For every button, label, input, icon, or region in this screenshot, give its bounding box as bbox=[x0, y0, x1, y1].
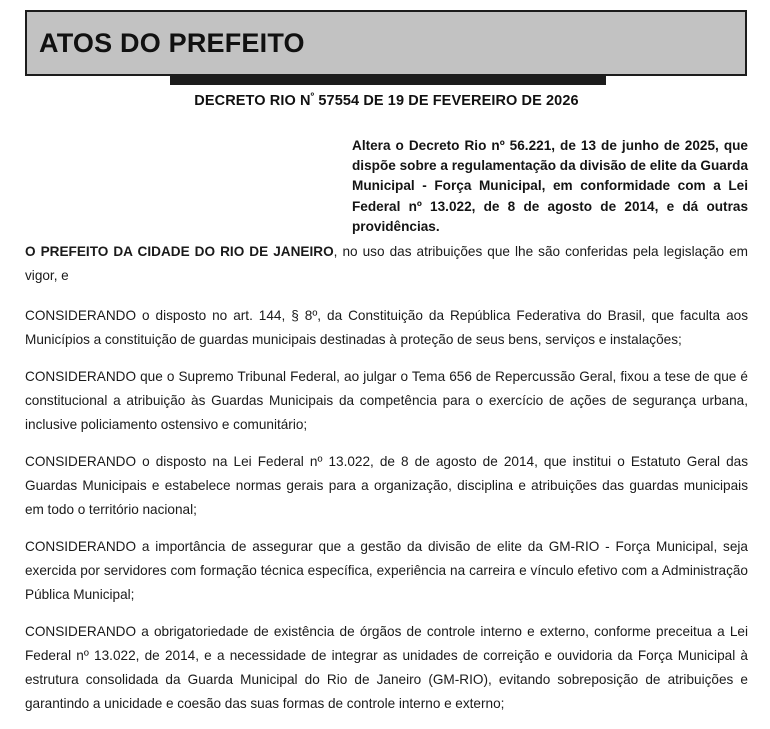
decree-ementa: Altera o Decreto Rio nº 56.221, de 13 de junho de 2025, que dispõe sobre a regulamentação da divisão de elite da Guarda Municipal - Força Municipal, em conformidade com a Lei Federal nº 13.022, de 8 de agosto de 2014, e dá outras providências. bbox=[352, 138, 748, 234]
decree-title-prefix: DECRETO RIO N bbox=[194, 93, 311, 109]
preamble-paragraph bbox=[25, 240, 748, 288]
decree-title-ordinal: º bbox=[310, 91, 315, 103]
section-banner bbox=[25, 10, 747, 76]
preamble-lead: O PREFEITO DA CIDADE DO RIO DE JANEIRO bbox=[25, 244, 334, 259]
considerando-paragraph: CONSIDERANDO o disposto no art. 144, § 8º, da Constituição da República Federativa do Brasil, que faculta aos Municípios a constituição de guardas municipais destinadas à proteção de seus bens, serviços e instalações; bbox=[25, 308, 748, 347]
considerando-paragraph: CONSIDERANDO a importância de assegurar que a gestão da divisão de elite da GM-RIO - Força Municipal, seja exercida por servidores com formação técnica específica, experiência na carreira e vínculo efetivo com a Administração Pública Municipal; bbox=[25, 539, 748, 602]
preamble-rest: , no uso das atribuições que lhe são conferidas pela legislação em vigor, e bbox=[25, 244, 748, 283]
banner-title: ATOS DO PREFEITO bbox=[39, 27, 305, 58]
banner-underline-rule bbox=[170, 76, 606, 85]
considerando-paragraph: CONSIDERANDO a obrigatoriedade de existência de órgãos de controle interno e externo, conforme preceitua a Lei Federal nº 13.022, de 2014, e a necessidade de integrar as unidades de correição e ouvidoria da Força Municipal à estrutura consolidada da Guarda Municipal do Rio de Janeiro (GM-RIO), evitando sobreposição de atribuições e garantindo a unicidade e coesão das suas formas de controle interno e externo; bbox=[25, 624, 748, 711]
decree-title bbox=[25, 93, 748, 109]
considerando-paragraph: CONSIDERANDO o disposto na Lei Federal nº 13.022, de 8 de agosto de 2014, que institui o Estatuto Geral das Guardas Municipais e estabelece normas gerais para a organização, disciplina e atribuições das guardas municipais em todo o território nacional; bbox=[25, 454, 748, 517]
document-body bbox=[25, 240, 748, 729]
considerando-paragraph: CONSIDERANDO que o Supremo Tribunal Federal, ao julgar o Tema 656 de Repercussão Geral, fixou a tese de que é constitucional a atribuição às Guardas Municipais da competência para o exercício de ações de segurança urbana, inclusive policiamento ostensivo e comunitário; bbox=[25, 369, 748, 432]
decree-title-suffix: 57554 DE 19 DE FEVEREIRO DE 2026 bbox=[314, 93, 579, 109]
